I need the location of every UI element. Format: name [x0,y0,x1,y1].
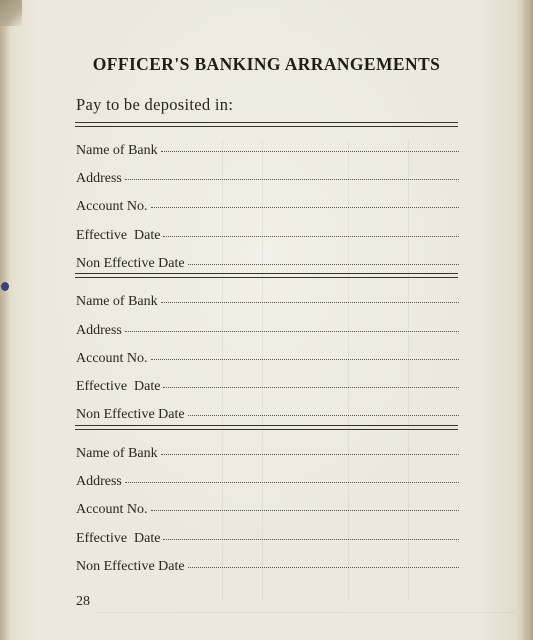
page-binding-shadow [0,0,10,640]
field-label: Effective Date [76,379,161,394]
section-divider-1 [75,273,458,278]
entry-line[interactable] [188,263,459,265]
field-label: Account No. [76,351,148,366]
address-field-2[interactable] [76,322,459,340]
effective-date-field-1[interactable] [76,227,459,245]
field-label: Address [76,474,122,489]
entry-line[interactable] [151,206,459,208]
non-effective-date-field-2[interactable] [76,406,459,424]
bank-name-field-3[interactable] [76,445,459,463]
field-label: Account No. [76,199,148,214]
entry-line[interactable] [188,414,459,416]
field-label: Effective Date [76,531,161,546]
page-corner-tab [0,0,22,26]
field-label: Address [76,171,122,186]
field-label: Name of Bank [76,294,158,309]
effective-date-field-3[interactable] [76,530,459,548]
field-label: Name of Bank [76,143,158,158]
field-label: Account No. [76,502,148,517]
deposit-instruction: Pay to be deposited in: [76,95,234,114]
bank-name-field-2[interactable] [76,293,459,311]
entry-line[interactable] [125,481,459,483]
bank-name-field-1[interactable] [76,142,459,160]
account-number-field-3[interactable] [76,501,459,519]
entry-line[interactable] [163,538,459,540]
entry-line[interactable] [161,301,459,303]
field-label: Effective Date [76,228,161,243]
entry-line[interactable] [163,235,459,237]
field-label: Address [76,323,122,338]
address-field-3[interactable] [76,473,459,491]
section-divider-2 [75,425,458,430]
ink-spot [1,282,9,291]
entry-line[interactable] [151,358,459,360]
non-effective-date-field-1[interactable] [76,255,459,273]
entry-line[interactable] [188,566,459,568]
account-number-field-2[interactable] [76,350,459,368]
non-effective-date-field-3[interactable] [76,558,459,576]
address-field-1[interactable] [76,170,459,188]
page-number: 28 [76,594,90,609]
field-label: Non Effective Date [76,407,185,422]
page-title: OFFICER'S BANKING ARRANGEMENTS [92,54,441,74]
entry-line[interactable] [125,178,459,180]
entry-line[interactable] [125,330,459,332]
page-right-edge [521,0,533,640]
entry-line[interactable] [161,453,459,455]
account-number-field-1[interactable] [76,198,459,216]
field-label: Non Effective Date [76,256,185,271]
section-divider-top [75,122,458,127]
entry-line[interactable] [163,386,459,388]
show-through-line [95,612,515,613]
field-label: Name of Bank [76,446,158,461]
entry-line[interactable] [151,509,459,511]
entry-line[interactable] [161,150,459,152]
effective-date-field-2[interactable] [76,378,459,396]
field-label: Non Effective Date [76,559,185,574]
